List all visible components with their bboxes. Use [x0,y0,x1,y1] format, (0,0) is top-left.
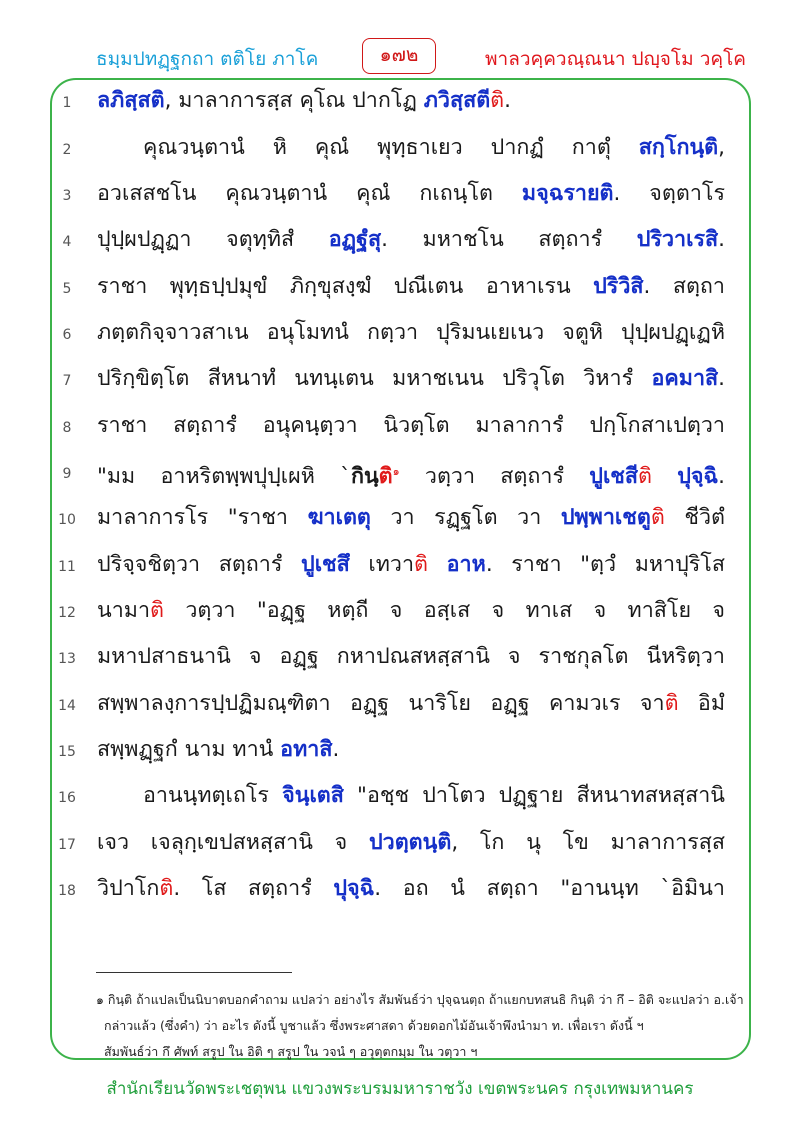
keyword: ลภิสฺสติ [97,88,165,113]
line-number: 13 [58,651,76,667]
text-span: , [718,135,725,160]
text-span: อวเสสชโน คุณวนฺตานํ คุณํ กเถนฺโต [97,181,522,206]
text-span: . สตฺถา [643,274,726,299]
text-span: วิปาโก [97,876,160,901]
line-number: 3 [62,188,72,204]
footnote-rule [96,972,292,973]
text-line [97,596,725,626]
line-number: 5 [62,281,72,297]
keyword: มจฺฉรายติ [521,181,614,206]
text-span: . มหาชโน สตฺถารํ [381,227,637,252]
text-span: . อถ นํ สตฺถา "อานนฺท `อิมินา [374,876,726,901]
text-span: . โส สตฺถารํ [173,876,334,901]
text-line [97,86,725,116]
text-span: "มม อาหริตพฺพปุปฺเผหิ ` [97,464,351,490]
text-line [143,133,725,163]
text-line [97,642,725,672]
line-number: 11 [58,559,76,575]
text-span: , มาลาการสฺส คุโณ ปากโฏ [164,88,424,113]
text-span: ภตฺตกิจฺจาวสาเน อนุโมทนํ กตฺวา ปุริมนเยเนว จตูหิ ปุปฺผปฏฺเฏหิ [97,320,725,345]
page-number: ๑๗๒ [362,38,436,74]
iti-particle: ติ [378,464,393,490]
keyword: อคมาสิ [651,366,719,391]
text-line [97,272,725,302]
text-span: วตฺวา สตฺถารํ [399,464,590,490]
text-line [97,689,725,719]
book-title: ธมฺมปทฏฺฐกถา ตติโย ภาโค [96,48,319,70]
text-span: . [718,227,725,252]
line-number: 9 [62,466,72,482]
iti-particle: ติ [650,505,665,530]
iti-particle: ติ [414,552,429,577]
text-span: สพฺพฏฺฐกํ นาม ทานํ [97,737,281,762]
text-span: อานนฺทตฺเถโร [143,783,283,808]
text-span: . ราชา "ตฺวํ มหาปุริโส [485,552,725,577]
line-number: 2 [62,142,72,158]
iti-particle: ติ [664,691,679,716]
text-span: ปริจฺจชิตฺวา สตฺถารํ [97,552,302,577]
text-line [97,225,725,255]
line-number: 14 [58,698,76,714]
text-line [97,318,725,348]
line-number: 6 [62,327,72,343]
keyword: ปุจฺฉิ [333,876,375,901]
keyword: อทาสิ [280,737,333,762]
text-span: ราชา พุทฺธปฺปมุขํ ภิกฺขุสงฺฆํ ปณีเตน อาหาเรน [97,274,594,299]
keyword: ปูเชสึ [301,552,350,577]
keyword: ปูเชสี [589,464,639,490]
text-span: ชีวิตํ [664,505,725,530]
iti-particle: ติ [150,598,164,623]
footnote-line: สัมพันธ์ว่า กึ ศัพท์ สรูป ใน อิติ ๆ สรูป ใน วจนํ ๆ อวุตฺตกมฺม ใน วตฺวา ฯ [104,1044,478,1059]
text-line [97,457,725,492]
keyword: ปุจฺฉิ [677,464,719,490]
keyword-bold: กินฺ [350,464,379,490]
keyword: สกฺโกนฺติ [638,135,719,160]
line-number: 17 [58,837,76,853]
footnote-line: กล่าวแล้ว (ซึ่งคำ) ว่า อะไร ดังนี้ บูชาแล้ว ซึ่งพระศาสดา ด้วยดอกไม้อันเจ้าพึงนำมา ท. เพื่อเรา ดังนี้ ฯ [104,1018,644,1033]
line-number: 10 [58,512,76,528]
text-line [97,735,725,765]
keyword: อาห [446,552,486,577]
text-span: สพฺพาลงฺการปฺปฏิมณฺฑิตา อฏฺฐ นาริโย อฏฺฐ คามวเร จา [97,691,665,716]
text-span: มหาปสาธนานิ จ อฏฺฐ กหาปณสหสฺสานิ จ ราชกุลโต นีหริตฺวา [97,644,725,669]
text-span: วา รฏฺฐโต วา [370,505,561,530]
footnote-line: ๑ กินฺติ ถ้าแปลเป็นนิบาตบอกคำถาม แปลว่า อย่างไร สัมพันธ์ว่า ปุจฺฉนตฺถ ถ้าแยกบทสนธิ กินฺติ ว่า กึ – อิติ จะแปลว่า อ.เจ้า [96,992,744,1007]
text-line [97,179,725,209]
keyword: ฆาเตตุ [307,505,371,530]
page-footer: สำนักเรียนวัดพระเชตุพน แขวงพระบรมมหาราชวัง เขตพระนคร กรุงเทพมหานคร [106,1079,694,1099]
line-number: 7 [62,373,72,389]
line-number: 12 [58,605,76,621]
text-line [97,364,725,394]
keyword: ภวิสฺสตี [423,88,491,113]
text-span: . [718,464,725,490]
text-span: . [504,88,511,113]
text-span: เจว เจลุกฺเขปสหสฺสานิ จ [97,830,369,855]
text-span: , โก นุ โข มาลาการสฺส [451,830,726,855]
text-line [143,781,725,811]
line-number: 15 [58,744,76,760]
line-number: 8 [62,420,72,436]
text-span: . [332,737,340,762]
line-number: 18 [58,883,76,899]
line-number: 1 [62,95,72,111]
text-line [97,828,725,858]
iti-particle: ติ [638,464,652,490]
text-span: ราชา สตฺถารํ อนุคนฺตฺวา นิวตฺโต มาลาการํ ปกฺโกสาเปตฺวา [97,413,725,438]
keyword: อฏฺฐํสุ [328,227,382,252]
text-line [97,550,725,580]
text-span: ปริกฺขิตฺโต สีหนาทํ นทนฺเตน มหาชเนน ปริวุโต วิหารํ [97,366,652,391]
text-span: . จตฺตาโร [613,181,725,206]
keyword: ปพฺพาเชตู [560,505,651,530]
text-span: นามา [97,598,151,623]
text-span: . [718,366,725,391]
keyword: ปริวาเรสิ [636,227,719,252]
text-span: มาลาการโร "ราชา [97,505,308,530]
line-number: 16 [58,790,76,806]
iti-particle: ติ [159,876,174,901]
chapter-title: พาลวคฺควณฺณนา ปญฺจโม วคฺโค [485,48,746,70]
text-span: เทวา [349,552,415,577]
text-span: อิมํ [678,691,725,716]
keyword: ปริวิสิ [593,274,644,299]
line-number: 4 [62,234,72,250]
text-span: "อชฺช ปาโตว ปฏฺฐาย สีหนาทสหสฺสานิ [343,783,726,808]
keyword: จินฺเตสิ [282,783,344,808]
iti-particle: ติ [490,88,505,113]
text-span: ปุปฺผปฏฺฏา จตุทฺทิสํ [97,227,329,252]
text-line [97,411,725,441]
text-line [97,503,725,533]
text-span [428,552,447,577]
text-line [97,874,725,904]
text-span: วตฺวา "อฏฺฐ หตฺถี จ อสฺเส จ ทาเส จ ทาสิโย จ [163,598,725,623]
text-span: คุณวนฺตานํ หิ คุณํ พุทฺธาเยว ปากฏํ กาตุํ [143,135,639,160]
text-span [652,464,677,489]
keyword: ปวตฺตนฺติ [369,830,452,855]
footnote-marker[interactable]: ๑ [392,465,400,478]
